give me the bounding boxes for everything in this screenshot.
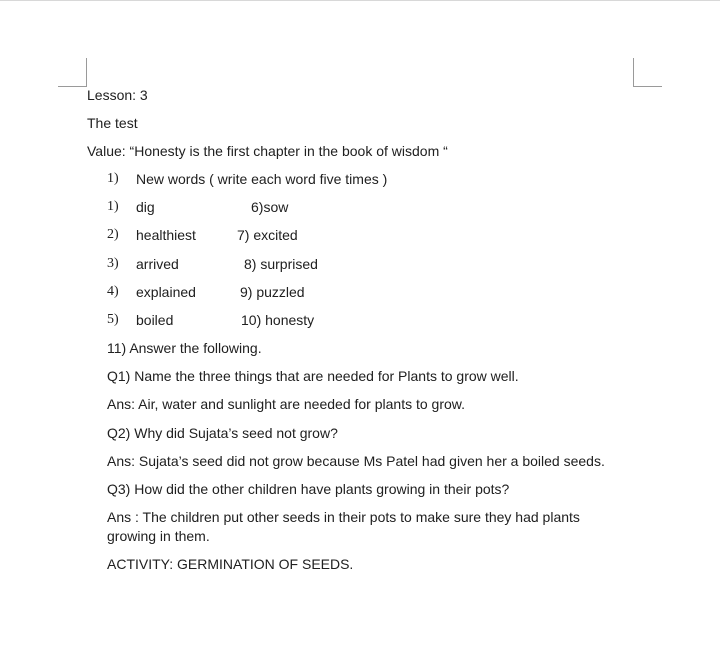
- question-2: Q2) Why did Sujata’s seed not grow?: [107, 425, 338, 441]
- word-left: explained: [136, 284, 196, 300]
- word-right: 7) excited: [237, 227, 298, 243]
- question-3: Q3) How did the other children have plants growing in their pots?: [107, 481, 510, 497]
- word-right: 8) surprised: [244, 256, 318, 272]
- word-number: 3): [107, 256, 119, 271]
- word-right: 6)sow: [251, 199, 289, 215]
- word-right: 10) honesty: [241, 312, 315, 328]
- word-number: 1): [107, 199, 119, 214]
- answer-1: Ans: Air, water and sunlight are needed for plants to grow.: [107, 396, 465, 412]
- word-number: 5): [107, 312, 119, 327]
- word-number: 4): [107, 284, 119, 299]
- word-left: arrived: [136, 256, 179, 272]
- lesson-number: Lesson: 3: [87, 87, 148, 103]
- answer-heading: 11) Answer the following.: [107, 340, 262, 356]
- word-right: 9) puzzled: [240, 284, 305, 300]
- margin-corner-mark-right: [633, 58, 662, 87]
- new-words-number: 1): [107, 171, 119, 186]
- word-number: 2): [107, 227, 119, 242]
- value-line: Value: “Honesty is the first chapter in the book of wisdom “: [87, 143, 448, 159]
- page-top-edge: [0, 0, 720, 1]
- word-left: healthiest: [136, 227, 196, 243]
- answer-3: Ans : The children put other seeds in their pots to make sure they had plants growing in them.: [107, 509, 580, 544]
- word-left: dig: [136, 199, 155, 215]
- question-1: Q1) Name the three things that are needed for Plants to grow well.: [107, 368, 519, 384]
- word-left: boiled: [136, 312, 174, 328]
- new-words-heading: New words ( write each word five times ): [136, 171, 388, 187]
- activity-line: ACTIVITY: GERMINATION OF SEEDS.: [107, 556, 354, 572]
- lesson-title: The test: [87, 115, 138, 131]
- margin-corner-mark-left: [58, 58, 87, 87]
- answer-2: Ans: Sujata’s seed did not grow because Ms Patel had given her a boiled seeds.: [107, 453, 605, 469]
